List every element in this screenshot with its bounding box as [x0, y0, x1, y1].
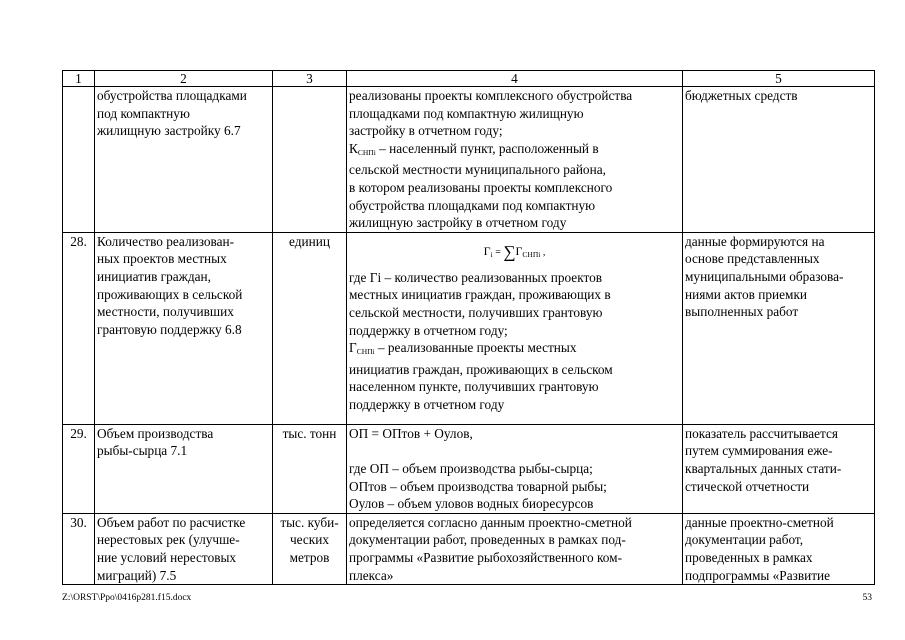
header-col-1: 1: [63, 71, 95, 87]
data-source: показатель рассчитывается путем суммирования еже- квартальных данных стати- стической отчетности: [683, 424, 875, 513]
sum-formula: $Г_i = \sum Г_{СНПi}$ ,: [483, 242, 546, 262]
row-number: 28.: [63, 232, 95, 424]
unit: тыс. куби- ческих метров: [273, 513, 347, 584]
indicator-name: обустройства площадками под компактную жилищную застройку 6.7: [95, 87, 273, 233]
footer-file-path: Z:\ORST\Ppo\0416p281.f15.docx: [62, 593, 192, 603]
unit: единиц: [273, 232, 347, 424]
production-formula: ОП = ОПтов + Оулов,: [349, 425, 473, 441]
header-col-2: 2: [95, 71, 273, 87]
sigma-symbol: ∑: [503, 242, 516, 262]
indicator-table: [62, 70, 875, 585]
g-definition: $Г_{СНПi}$ – реализованные проекты местных: [349, 340, 577, 357]
indicator-name: Количество реализован- ных проектов местных инициатив граждан, проживающих в сельской местности, получивших грантовую поддержку 6.8: [95, 232, 273, 424]
data-source: бюджетных средств: [683, 87, 875, 233]
footer-page-number: 53: [862, 593, 872, 603]
unit: [273, 87, 347, 233]
row-number: 30.: [63, 513, 95, 584]
table-row-30: [63, 513, 875, 584]
method-description: реализованы проекты комплексного обустройства площадками под компактную жилищную застройку в отчетном году; $К_{СНПi}$ – населенный пункт, расположенный в сельской местности муниципального района, в котором реализованы проекты комплексного обустройства площадками под компактную жилищную застройку в отчетном году: [347, 87, 683, 233]
method-description: $Г_i = \sum Г_{СНПi}$ , где Гi – количество реализованных проектов местных инициатив граждан, проживающих в сельской местности, получивших грантовую поддержку в отчетном году; $Г_{СНПi}$ – реализованные проекты местных инициатив граждан, проживающих в сельском населенном пункте, получивших грантовую поддержку в отчетном году: [347, 232, 683, 424]
data-source: данные проектно-сметной документации работ, проведенных в рамках подпрограммы «Развитие: [683, 513, 875, 584]
table-row-28: [63, 232, 875, 424]
unit: тыс. тонн: [273, 424, 347, 513]
table-row-29: [63, 424, 875, 513]
method-description: ОП = ОПтов + Оулов, где ОП – объем производства рыбы-сырца; ОПтов – объем производства товарной рыбы; Оулов – объем уловов водных биоресурсов: [347, 424, 683, 513]
indicator-name: Объем работ по расчистке нерестовых рек (улучше- ние условий нерестовых миграций) 7.5: [95, 513, 273, 584]
header-col-3: 3: [273, 71, 347, 87]
indicator-name: Объем производства рыбы-сырца 7.1: [95, 424, 273, 513]
method-description: определяется согласно данным проектно-сметной документации работ, проведенных в рамках под- программы «Развитие рыбохозяйственного ком- плекса»: [347, 513, 683, 584]
table-row-continuation: [63, 87, 875, 233]
header-col-4: 4: [347, 71, 683, 87]
k-definition: $К_{СНПi}$ – населенный пункт, расположенный в: [349, 140, 599, 157]
row-number: [63, 87, 95, 233]
header-col-5: 5: [683, 71, 875, 87]
header-row: [63, 71, 875, 87]
data-source: данные формируются на основе представленных муниципальными образова- ниями актов приемки выполненных работ: [683, 232, 875, 424]
row-number: 29.: [63, 424, 95, 513]
